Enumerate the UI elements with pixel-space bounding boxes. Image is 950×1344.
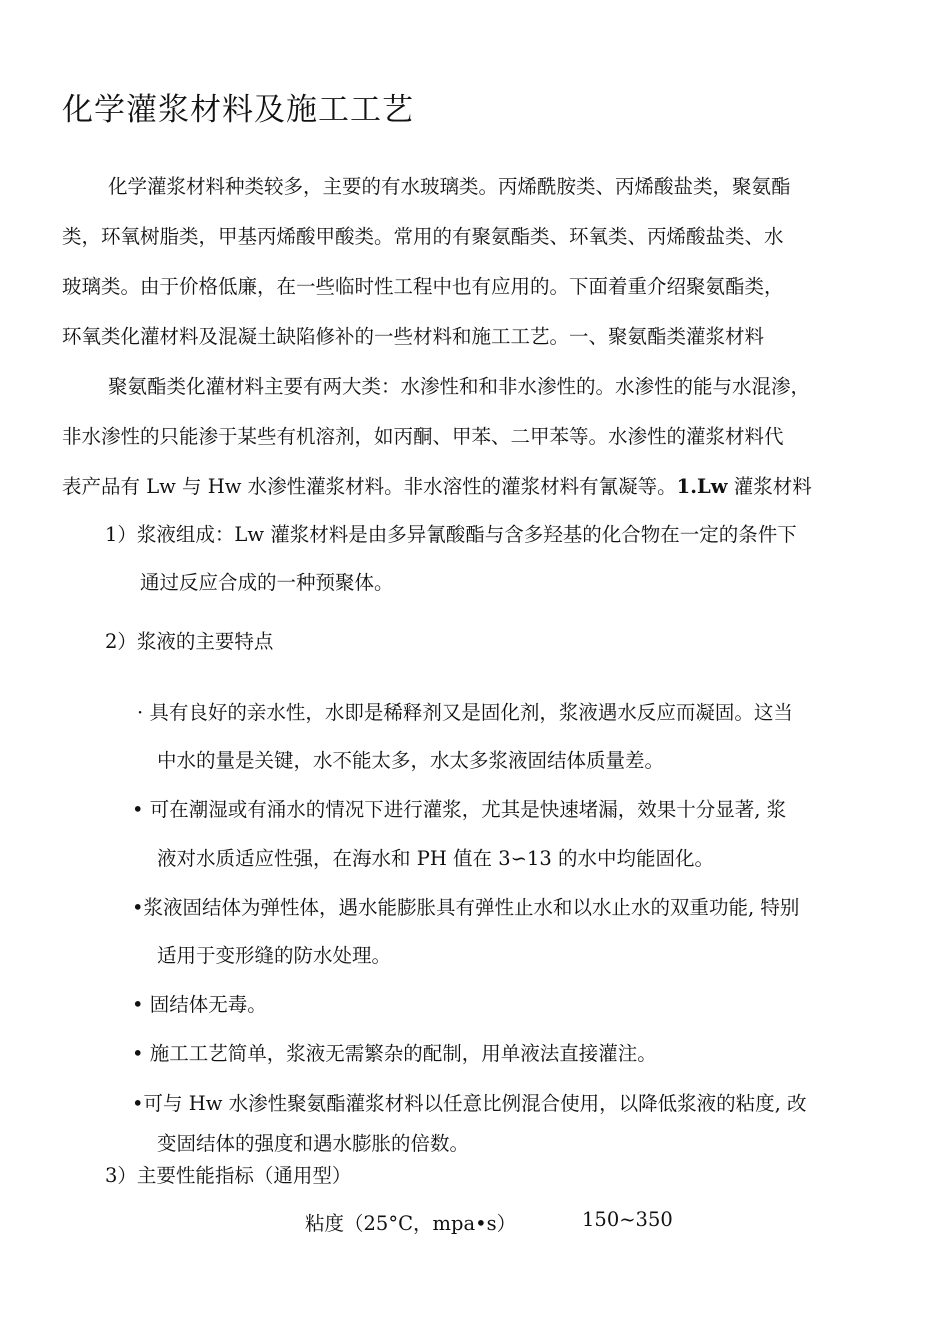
document-title: 化学灌浆材料及施工工艺 bbox=[62, 92, 414, 128]
item-2-heading: 2）浆液的主要特点 bbox=[105, 630, 274, 653]
item-1-line-2: 通过反应合成的一种预聚体。 bbox=[140, 571, 394, 594]
bullet-4: • 固结体无毒。 bbox=[132, 993, 267, 1016]
paragraph-1-line-2: 类，环氧树脂类，甲基丙烯酸甲酸类。常用的有聚氨酯类、环氧类、丙烯酸盐类、水 bbox=[62, 225, 784, 248]
spec-label-viscosity: 粘度（25°C，mpa•s） bbox=[305, 1212, 517, 1235]
paragraph-2-line-2: 非水渗性的只能渗于某些有机溶剂，如丙酮、甲苯、二甲苯等。水渗性的灌浆材料代 bbox=[62, 425, 784, 448]
section-heading-lw: 1.Lw bbox=[676, 475, 728, 498]
bullet-3-line-1: •浆液固结体为弹性体，遇水能膨胀具有弹性止水和以水止水的双重功能, 特别 bbox=[132, 896, 800, 919]
paragraph-1-line-1: 化学灌浆材料种类较多，主要的有水玻璃类。丙烯酰胺类、丙烯酸盐类，聚氨酯 bbox=[108, 175, 791, 198]
item-3-heading: 3）主要性能指标（通用型） bbox=[105, 1164, 352, 1187]
bullet-2-line-1: • 可在潮湿或有涌水的情况下进行灌浆，尤其是快速堵漏，效果十分显著, 浆 bbox=[132, 798, 787, 821]
paragraph-1-line-4: 环氧类化灌材料及混凝土缺陷修补的一些材料和施工工艺。一、聚氨酯类灌浆材料 bbox=[62, 325, 765, 348]
bullet-2-line-2: 液对水质适应性强，在海水和 PH 值在 3∽13 的水中均能固化。 bbox=[157, 847, 714, 870]
paragraph-2-line-3-text: 表产品有 Lw 与 Hw 水渗性灌浆材料。非水溶性的灌浆材料有氰凝等。 bbox=[62, 475, 677, 498]
bullet-3-line-2: 适用于变形缝的防水处理。 bbox=[157, 944, 392, 967]
spec-value-viscosity: 150~350 bbox=[582, 1208, 673, 1231]
bullet-6-line-1: •可与 Hw 水渗性聚氨酯灌浆材料以任意比例混合使用，以降低浆液的粘度, 改 bbox=[132, 1092, 807, 1115]
paragraph-2-line-3 bbox=[62, 477, 812, 497]
bullet-1-line-1: · 具有良好的亲水性，水即是稀释剂又是固化剂，浆液遇水反应而凝固。这当 bbox=[137, 701, 793, 724]
paragraph-1-line-3: 玻璃类。由于价格低廉，在一些临时性工程中也有应用的。下面着重介绍聚氨酯类， bbox=[62, 275, 784, 298]
bullet-1-line-2: 中水的量是关键，水不能太多，水太多浆液固结体质量差。 bbox=[157, 749, 665, 772]
bullet-5: • 施工工艺简单，浆液无需繁杂的配制，用单液法直接灌注。 bbox=[132, 1042, 657, 1065]
bullet-6-line-2: 变固结体的强度和遇水膨胀的倍数。 bbox=[157, 1132, 470, 1155]
item-1-line-1: 1）浆液组成：Lw 灌浆材料是由多异氰酸酯与含多羟基的化合物在一定的条件下 bbox=[105, 523, 797, 546]
paragraph-2-line-1: 聚氨酯类化灌材料主要有两大类：水渗性和和非水渗性的。水渗性的能与水混渗， bbox=[108, 375, 811, 398]
section-heading-lw-tail: 灌浆材料 bbox=[727, 475, 812, 498]
